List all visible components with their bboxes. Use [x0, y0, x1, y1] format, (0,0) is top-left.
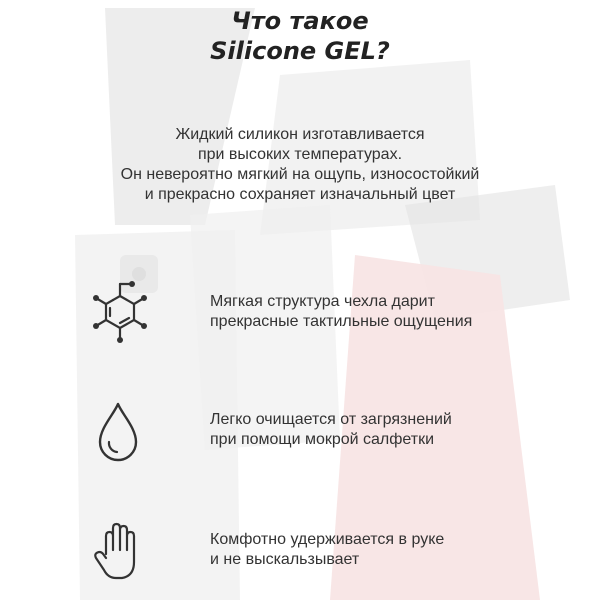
- feature-line-1: Комфотно удерживается в руке: [210, 531, 445, 548]
- title-line-1: Что такое: [231, 7, 369, 35]
- feature-soft-structure: [0, 278, 600, 358]
- intro-paragraph: [0, 125, 600, 205]
- feature-comfortable-grip: [0, 518, 600, 598]
- title-line-2: Silicone GEL?: [210, 37, 390, 65]
- feature-easy-clean: [0, 398, 600, 478]
- feature-line-2: при помощи мокрой салфетки: [210, 431, 435, 448]
- hand-icon: [88, 518, 152, 588]
- feature-line-2: прекрасные тактильные ощущения: [210, 313, 473, 330]
- feature-line-2: и не выскальзывает: [210, 551, 360, 568]
- page-title: [0, 6, 600, 66]
- molecule-icon: [88, 278, 152, 348]
- water-drop-icon: [88, 398, 152, 468]
- intro-line-1: Жидкий силикон изготавливается: [175, 126, 425, 143]
- feature-text: [210, 292, 570, 332]
- feature-line-1: Мягкая структура чехла дарит: [210, 293, 435, 310]
- feature-text: [210, 530, 570, 570]
- feature-line-1: Легко очищается от загрязнений: [210, 411, 452, 428]
- intro-line-4: и прекрасно сохраняет изначальный цвет: [144, 186, 456, 203]
- intro-line-3: Он невероятно мягкий на ощупь, износостойкий: [120, 166, 480, 183]
- feature-text: [210, 410, 570, 450]
- intro-line-2: при высоких температурах.: [197, 146, 403, 163]
